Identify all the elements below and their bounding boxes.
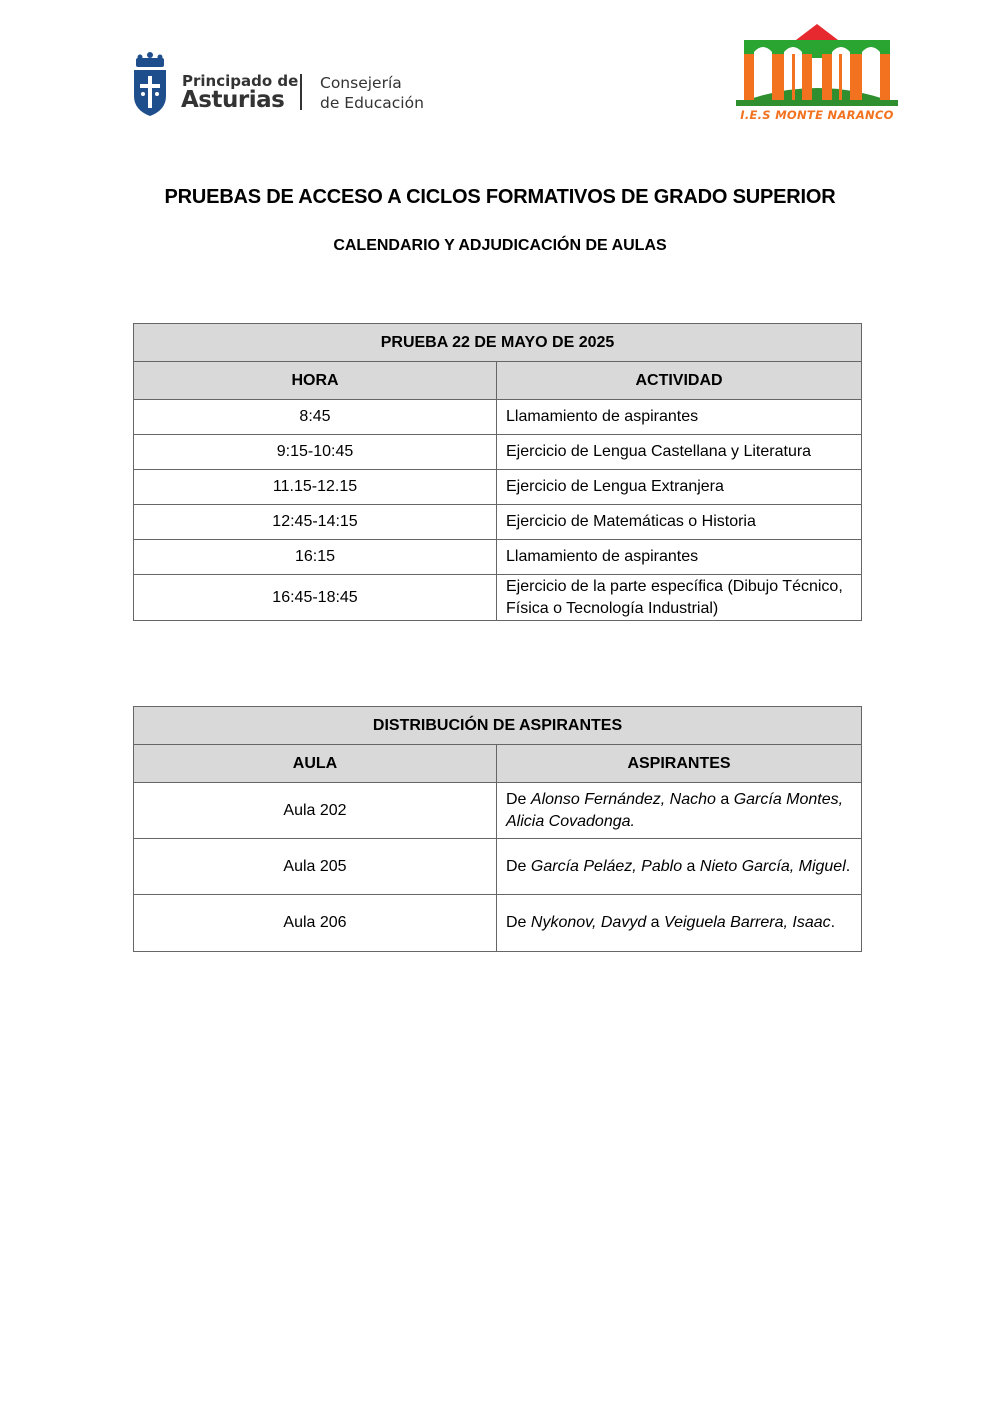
column-header-actividad: ACTIVIDAD <box>497 362 862 400</box>
range-prefix: De <box>506 914 531 931</box>
column-header-aspirantes: ASPIRANTES <box>497 745 862 783</box>
range-mid: a <box>715 790 734 808</box>
range-from: Alonso Fernández, Nacho <box>530 790 716 808</box>
asturias-line2: Asturias <box>181 87 285 113</box>
range-to: Nieto García, Miguel <box>699 857 846 875</box>
dept-line2: de Educación <box>320 94 424 112</box>
actividad-cell: Ejercicio de Matemáticas o Historia <box>497 505 862 540</box>
actividad-cell: Ejercicio de Lengua Extranjera <box>497 470 862 505</box>
column-header-aula: AULA <box>134 745 497 783</box>
arches-icon <box>732 20 902 115</box>
calendar-caption: PRUEBA 22 DE MAYO DE 2025 <box>134 324 862 362</box>
table-row <box>134 505 862 540</box>
hora-cell: 12:45-14:15 <box>134 505 497 540</box>
actividad-cell: Llamamiento de aspirantes <box>497 540 862 575</box>
table-row <box>134 575 862 621</box>
table-row <box>134 783 862 839</box>
table-row <box>134 470 862 505</box>
table-row <box>134 895 862 952</box>
calendar-table <box>133 323 862 621</box>
range-prefix: De <box>506 857 531 875</box>
aspirantes-cell <box>497 895 862 952</box>
column-header-hora: HORA <box>134 362 497 400</box>
table-row <box>134 839 862 895</box>
asturias-logo <box>130 52 435 122</box>
range-suffix: . <box>845 857 851 875</box>
hora-cell: 8:45 <box>134 400 497 435</box>
range-to: Veiguela Barrera, Isaac <box>664 914 831 931</box>
distribution-caption: DISTRIBUCIÓN DE ASPIRANTES <box>134 707 862 745</box>
range-from: Nykonov, Davyd <box>530 914 647 931</box>
range-prefix: De <box>506 790 531 808</box>
actividad-cell: Ejercicio de Lengua Castellana y Literatura <box>497 435 862 470</box>
distribution-table <box>133 706 862 952</box>
hora-cell: 16:15 <box>134 540 497 575</box>
range-to: García Montes, Alicia Covadonga. <box>506 790 844 830</box>
hora-cell: 11.15-12.15 <box>134 470 497 505</box>
page-title: PRUEBAS DE ACCESO A CICLOS FORMATIVOS DE GRADO SUPERIOR <box>164 186 836 208</box>
actividad-cell: Llamamiento de aspirantes <box>497 400 862 435</box>
range-mid: a <box>682 857 700 875</box>
range-mid: a <box>646 914 665 931</box>
range-suffix: . <box>830 914 836 931</box>
aspirantes-cell <box>497 839 862 895</box>
table-row <box>134 400 862 435</box>
table-row <box>134 540 862 575</box>
aula-cell: Aula 206 <box>134 895 497 952</box>
page-subtitle: CALENDARIO Y ADJUDICACIÓN DE AULAS <box>333 237 667 254</box>
range-from: García Peláez, Pablo <box>530 857 683 875</box>
dept-line1: Consejería <box>320 74 402 92</box>
aula-cell: Aula 202 <box>134 783 497 839</box>
aula-cell: Aula 205 <box>134 839 497 895</box>
actividad-cell: Ejercicio de la parte específica (Dibujo Técnico, Física o Tecnología Industrial) <box>497 575 862 621</box>
hora-cell: 16:45-18:45 <box>134 575 497 621</box>
aspirantes-cell <box>497 783 862 839</box>
hora-cell: 9:15-10:45 <box>134 435 497 470</box>
table-row <box>134 435 862 470</box>
ies-logo-caption: I.E.S MONTE NARANCO <box>740 108 894 122</box>
asturias-line1: Principado de <box>182 72 299 90</box>
